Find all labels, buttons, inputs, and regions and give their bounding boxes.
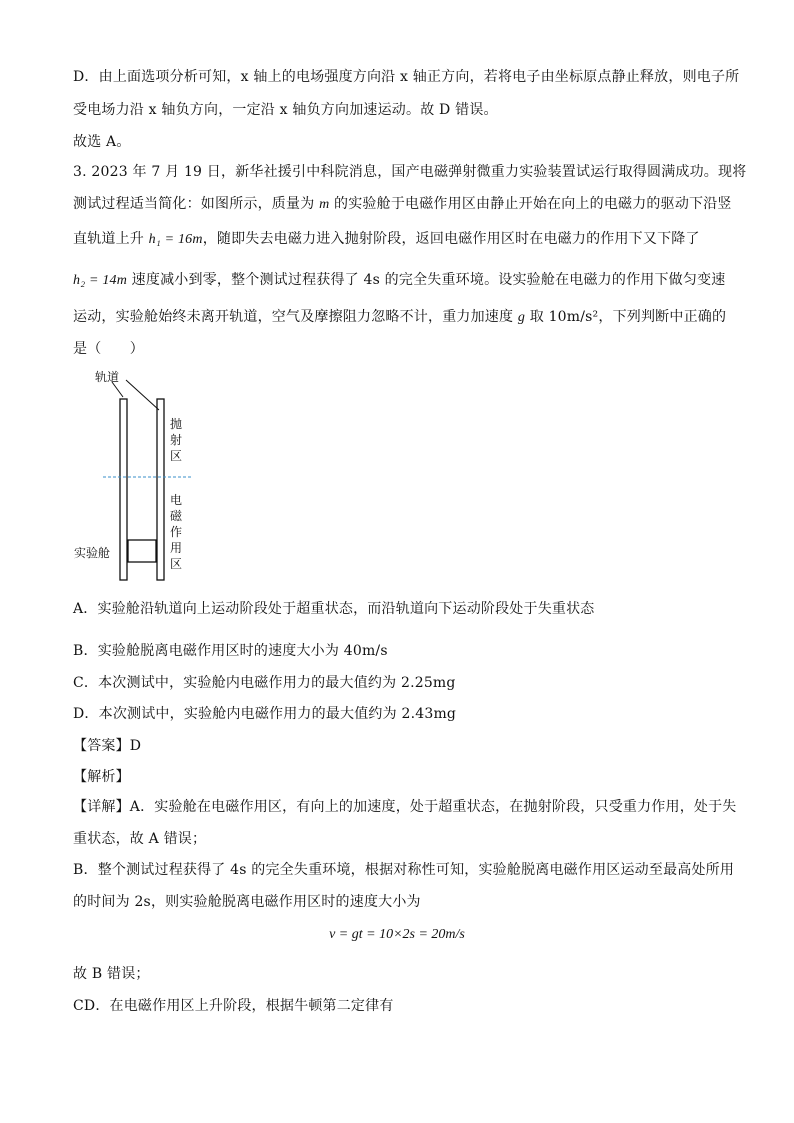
pointer-line [126, 380, 159, 410]
left-rail [120, 399, 127, 580]
em-zone-label: 电磁作用区 [170, 493, 183, 571]
variable-m: m [319, 197, 330, 212]
option-d: D．本次测试中，实验舱内电磁作用力的最大值约为 2.43mg [73, 706, 457, 722]
track-label: 轨道 [95, 370, 120, 384]
cabin-label: 实验舱 [74, 546, 111, 560]
text-line [73, 306, 726, 326]
text-fragment: ，随即失去电磁力进入抛射阶段，返回电磁作用区时在电磁力的作用下又下降了 [202, 231, 700, 247]
text-fragment: 的实验舱于电磁作用区由静止开始在向上的电磁力的驱动下沿竖 [329, 196, 732, 212]
cabin [128, 540, 156, 562]
equation [0, 926, 794, 943]
throw-zone-label: 抛射区 [170, 417, 183, 463]
detail-line: 重状态，故 A 错误； [73, 831, 207, 847]
detail-line: 故 B 错误； [73, 966, 150, 982]
variable-g: g [517, 310, 526, 325]
text-line: 是（ ） [73, 341, 144, 357]
text-line [73, 228, 700, 248]
text-fragment: 取 10m/s²，下列判断中正确的 [525, 309, 727, 325]
text-line: D．由上面选项分析可知，x 轴上的电场强度方向沿 x 轴正方向，若将电子由坐标原点静止释放，则电子所 [73, 69, 740, 85]
right-rail [157, 399, 164, 580]
formula-h1: h₁ = 16m [148, 232, 203, 247]
equation-text: v = gt = 10×2s = 20m/s [329, 927, 465, 942]
text-line [73, 269, 725, 289]
detail-line: CD．在电磁作用区上升阶段，根据牛顿第二定律有 [73, 998, 394, 1014]
text-fragment: 测试过程适当简化：如图所示，质量为 [73, 196, 320, 212]
text-line: 故选 A。 [73, 134, 131, 150]
question-3-stem: 3. 2023 年 7 月 19 日，新华社援引中科院消息，国产电磁弹射微重力实验装置试运行取得圆满成功。现将 [73, 164, 747, 180]
track-figure [68, 362, 208, 587]
text-fragment: 速度减小到零，整个测试过程获得了 4s 的完全失重环境。设实验舱在电磁力的作用下做匀变速 [127, 272, 726, 288]
text-fragment: 直轨道上升 [73, 231, 149, 247]
detail-line: 【详解】A．实验舱在电磁作用区，有向上的加速度，处于超重状态，在抛射阶段，只受重力作用，处于失 [73, 799, 737, 815]
option-b: B．实验舱脱离电磁作用区时的速度大小为 40m/s [73, 643, 388, 659]
text-line: 受电场力沿 x 轴负方向，一定沿 x 轴负方向加速运动。故 D 错误。 [73, 102, 498, 118]
text-line [73, 193, 732, 213]
analysis-heading: 【解析】 [73, 769, 130, 785]
detail-line: 的时间为 2s，则实验舱脱离电磁作用区时的速度大小为 [73, 894, 421, 910]
text-fragment: 运动，实验舱始终未离开轨道，空气及摩擦阻力忽略不计，重力加速度 [73, 309, 518, 325]
answer: 【答案】D [73, 738, 142, 754]
option-c: C．本次测试中，实验舱内电磁作用力的最大值约为 2.25mg [73, 675, 456, 691]
formula-h2: h₂ = 14m [73, 273, 128, 288]
option-a: A．实验舱沿轨道向上运动阶段处于超重状态，而沿轨道向下运动阶段处于失重状态 [73, 601, 595, 617]
detail-line: B．整个测试过程获得了 4s 的完全失重环境，根据对称性可知，实验舱脱离电磁作用区运动至最高处所用 [73, 862, 735, 878]
